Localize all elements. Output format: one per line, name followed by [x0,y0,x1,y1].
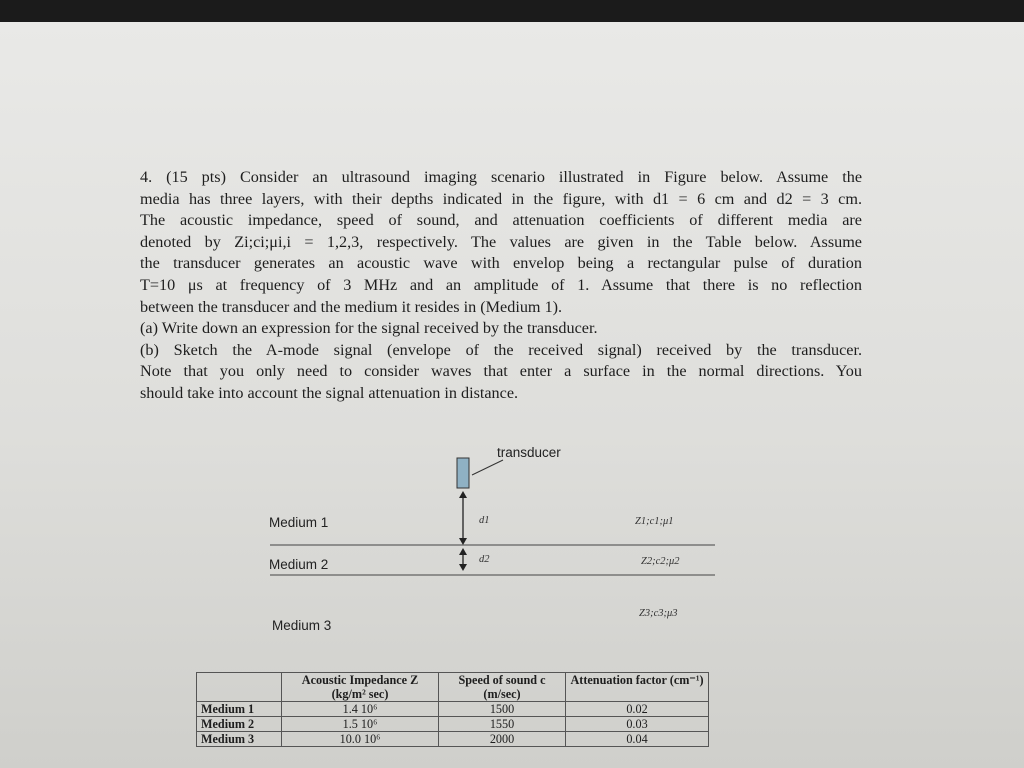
transducer-label: transducer [497,445,561,460]
problem-line: should take into account the signal attenuation in distance. [140,383,519,402]
attenuation-cell: 0.02 [566,702,709,717]
problem-line: the transducer generates an acoustic wave with envelop being a rectangular pulse of duration [140,254,862,273]
problem-line: T=10 μs at frequency of 3 MHz and an amplitude of 1. Assume that there is no reflection [140,275,862,294]
problem-line: 4. (15 pts) Consider an ultrasound imaging scenario illustrated in Figure below. Assume the [140,168,862,186]
problem-line: (a) Write down an expression for the signal received by the transducer. [140,319,598,338]
d2-label: d2 [479,554,490,565]
row-name: Medium 3 [197,732,282,747]
medium1-label: Medium 1 [269,515,329,530]
row-name: Medium 1 [197,702,282,717]
table-row [197,702,709,717]
problem-line: denoted by Zi;ci;μi,i = 1,2,3, respectively. The values are given in the Table below. Assume [140,232,862,251]
table-row [197,717,709,732]
attenuation-cell: 0.03 [566,717,709,732]
paper-sheet [0,22,1024,768]
medium3-label: Medium 3 [272,618,332,633]
speed-cell: 1500 [439,702,566,717]
table-header-row [197,673,709,702]
attenuation-cell: 0.04 [566,732,709,747]
problem-line: (b) Sketch the A-mode signal (envelope of the received signal) received by the transducer. [140,340,862,359]
speed-cell: 2000 [439,732,566,747]
speed-cell: 1550 [439,717,566,732]
transducer-box [457,458,469,488]
table-row [197,732,709,747]
table-header-speed: Speed of sound c (m/sec) [439,673,566,702]
impedance-cell: 10.0 10⁶ [282,732,439,747]
impedance-cell: 1.5 10⁶ [282,717,439,732]
problem-line: between the transducer and the medium it resides in (Medium 1). [140,297,563,316]
medium2-label: Medium 2 [269,557,329,572]
table-header-attenuation: Attenuation factor (cm⁻¹) [566,673,709,702]
medium3-params: Z3;c3;μ3 [639,608,678,619]
transducer-pointer [472,460,503,475]
layer-figure [255,442,735,642]
impedance-cell: 1.4 10⁶ [282,702,439,717]
table-header-empty [197,673,282,702]
properties-table [196,672,709,747]
problem-statement [140,167,862,405]
row-name: Medium 2 [197,717,282,732]
problem-line: media has three layers, with their depths indicated in the figure, with d1 = 6 cm and d2 = 3 cm. [140,189,862,208]
problem-line: The acoustic impedance, speed of sound, and attenuation coefficients of different media are [140,211,862,230]
problem-line: Note that you only need to consider waves that enter a surface in the normal directions. You [140,362,862,381]
medium1-params: Z1;c1;μ1 [635,516,674,527]
medium2-params: Z2;c2;μ2 [641,556,680,567]
d1-label: d1 [479,515,490,526]
table-header-impedance: Acoustic Impedance Z (kg/m² sec) [282,673,439,702]
